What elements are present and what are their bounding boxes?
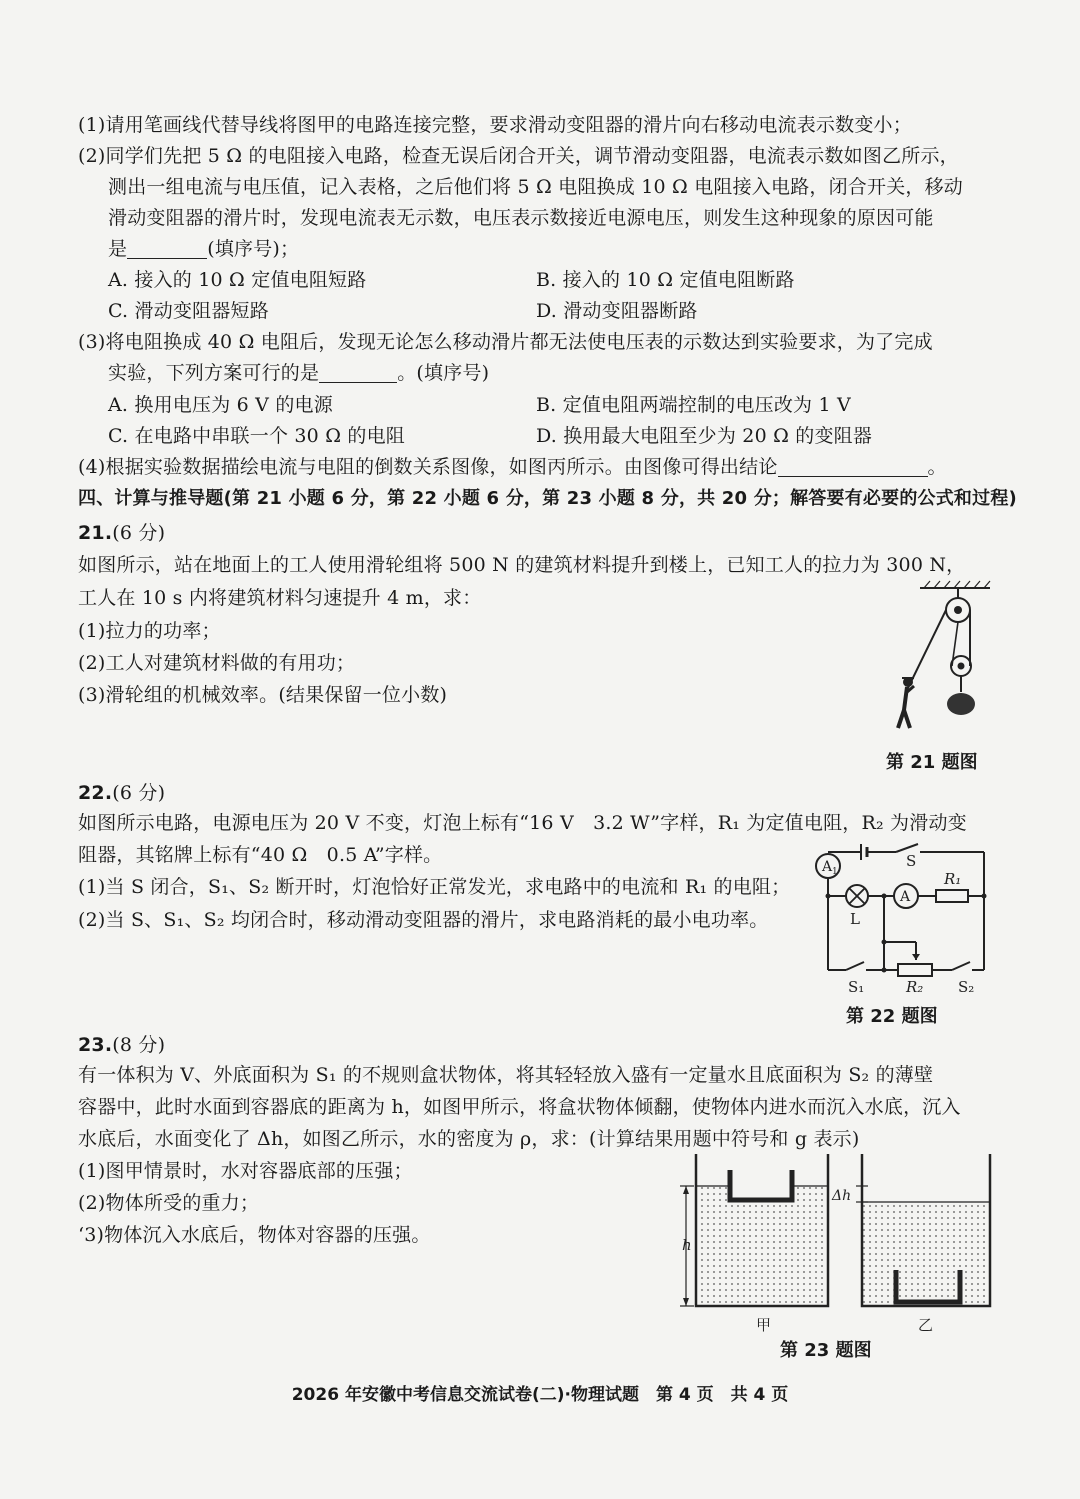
question-number: 23. [78,1034,113,1056]
q23-line2: 容器中，此时水面到容器底的距离为 h，如图甲所示，将盒状物体倾翻，使物体内进水而沉入水底，沉入 [78,1096,961,1118]
r1-label: R₁ [944,870,962,888]
q21-header [78,518,165,548]
text-fragment: 。(填序号) [397,362,490,384]
answer-blank-2[interactable] [127,238,207,259]
q23-sub1: (1)图甲情景时，水对容器底部的压强； [78,1160,413,1182]
q23-sub3: ‘3)物体沉入水底后，物体对容器的压强。 [78,1224,431,1246]
answer-blank-4[interactable] [778,456,928,477]
question-score: (6 分) [112,522,166,544]
q21-sub1: (1)拉力的功率； [78,620,221,642]
ammeter-a1-label: A [822,859,833,875]
switch-s-label: S [906,852,917,870]
switch-s1-label: S₁ [848,978,865,996]
q21-line1: 如图所示，站在地面上的工人使用滑轮组将 500 N 的建筑材料提升到楼上，已知工人的拉力为 300 N， [78,554,966,576]
q21-sub3: (3)滑轮组的机械效率。(结果保留一位小数) [78,684,448,706]
section-4-heading: 四、计算与推导题(第 21 小题 6 分，第 22 小题 6 分，第 23 小题 8 分，共 20 分；解答要有必要的公式和过程) [78,488,1017,509]
q21-sub2: (2)工人对建筑材料做的有用功； [78,652,356,674]
text-fragment: 。 [927,456,947,478]
q22-header [78,778,165,808]
text-fragment: (填序号)； [207,238,300,260]
q23-line1: 有一体积为 V、外底面积为 S₁ 的不规则盒状物体，将其轻轻放入盛有一定量水且底面积为 S₂ 的薄壁 [78,1064,934,1086]
q20-p3-option-b: B. 定值电阻两端控制的电压改为 1 V [536,394,851,416]
q20-option-d: D. 滑动变阻器断路 [536,300,698,322]
ammeter-a-label: A [900,889,911,905]
q20-part2-line3: 滑动变阻器的滑片时，发现电流表无示数，电压表示数接近电源电压，则发生这种现象的原因可能 [108,207,934,229]
q20-p3-option-d: D. 换用最大电阻至少为 20 Ω 的变阻器 [536,425,873,447]
figure-22-caption: 第 22 题图 [846,1006,938,1027]
q20-part3-line2 [108,358,489,388]
switch-s2-label: S₂ [958,978,975,996]
text-fragment: (4)根据实验数据描绘电流与电阻的倒数关系图像，如图丙所示。由图像可得出结论 [78,456,778,478]
ammeter-a1-subscript: 1 [832,867,838,877]
figure-21-caption: 第 21 题图 [886,752,978,773]
q20-p3-option-a: A. 换用电压为 6 V 的电源 [108,394,333,416]
q20-p3-option-c: C. 在电路中串联一个 30 Ω 的电阻 [108,425,405,447]
text-fragment: 是 [108,238,128,260]
q23-line3: 水底后，水面变化了 Δh，如图乙所示，水的密度为 ρ，求：(计算结果用题中符号和 g 表示) [78,1128,860,1150]
r2-label: R₂ [906,978,924,996]
label-yi: 乙 [918,1316,934,1334]
q20-part2-line1: (2)同学们先把 5 Ω 的电阻接入电路，检查无误后闭合开关，调节滑动变阻器，电流表示数如图乙所示， [78,145,959,167]
q22-line1: 如图所示电路，电源电压为 20 V 不变，灯泡上标有“16 V 3.2 W”字样，R₁ 为定值电阻，R₂ 为滑动变 [78,812,967,834]
question-score: (8 分) [112,1034,166,1056]
question-number: 22. [78,782,113,804]
q20-part3-line1: (3)将电阻换成 40 Ω 电阻后，发现无论怎么移动滑片都无法使电压表的示数达到实验要求，为了完成 [78,331,933,353]
q21-line2: 工人在 10 s 内将建筑材料匀速提升 4 m，求： [78,587,482,609]
q20-part2-line4 [108,234,299,264]
h-label: h [682,1236,692,1254]
pulley-figure [880,578,1000,738]
label-jia: 甲 [756,1316,772,1334]
q22-sub1: (1)当 S 闭合，S₁、S₂ 断开时，灯泡恰好正常发光，求电路中的电流和 R₁ 的电阻； [78,876,791,898]
q23-header [78,1030,165,1060]
q20-option-a: A. 接入的 10 Ω 定值电阻短路 [108,269,367,291]
answer-blank-3[interactable] [319,362,397,383]
page-footer: 2026 年安徽中考信息交流试卷(二)·物理试题 第 4 页 共 4 页 [291,1385,789,1405]
q20-option-c: C. 滑动变阻器短路 [108,300,269,322]
q20-part2-line2: 测出一组电流与电压值，记入表格，之后他们将 5 Ω 电阻换成 10 Ω 电阻接入电路，闭合开关，移动 [108,176,964,198]
q20-option-b: B. 接入的 10 Ω 定值电阻断路 [536,269,795,291]
question-score: (6 分) [112,782,166,804]
q22-line2: 阻器，其铭牌上标有“40 Ω 0.5 A”字样。 [78,844,443,866]
circuit-figure [806,836,996,998]
figure-23-caption: 第 23 题图 [780,1340,872,1361]
container-figure [670,1150,1000,1340]
q22-sub2: (2)当 S、S₁、S₂ 均闭合时，移动滑动变阻器的滑片，求电路消耗的最小电功率。 [78,909,769,931]
question-number: 21. [78,522,113,544]
q20-part4 [78,452,947,482]
q23-sub2: (2)物体所受的重力； [78,1192,260,1214]
q20-part1: (1)请用笔画线代替导线将图甲的电路连接完整，要求滑动变阻器的滑片向右移动电流表示数变小； [78,114,912,136]
delta-h-label: Δh [832,1188,852,1204]
lamp-l-label: L [850,910,860,928]
text-fragment: 实验，下列方案可行的是 [108,362,320,384]
